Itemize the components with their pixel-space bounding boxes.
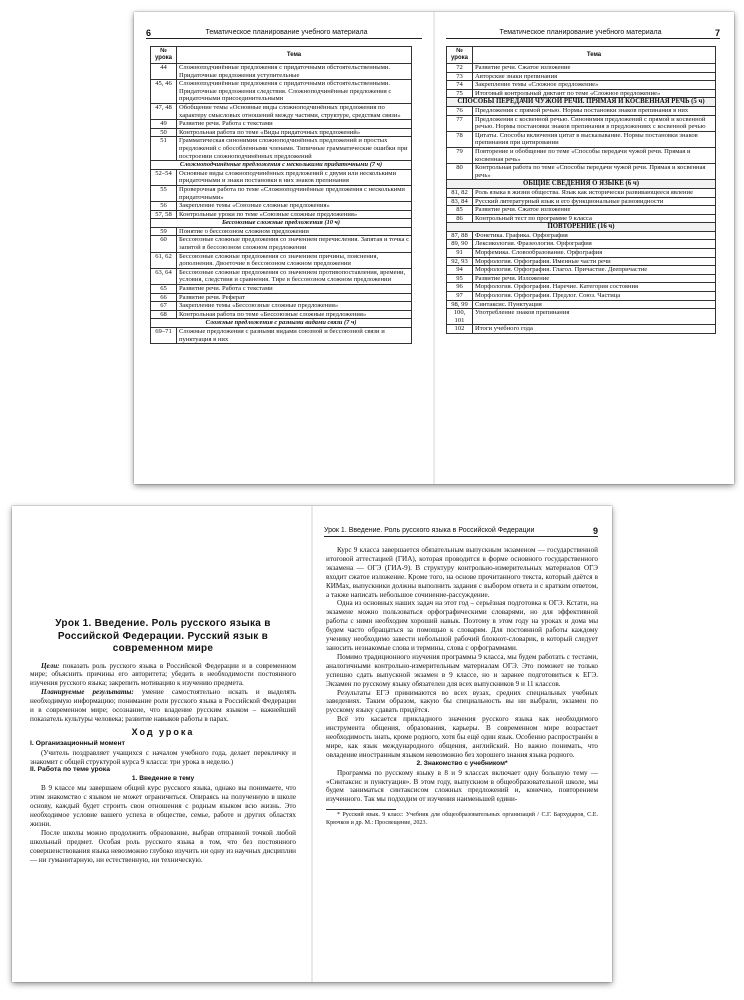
subsection-heading: 2. Знакомство с учебником* (416, 759, 508, 767)
lesson-topic: Сложные предложения с разными видами союзной и бессоюзной связи и пунктуация в них (177, 328, 412, 344)
lesson-number: 74 (447, 81, 473, 90)
lesson-topic: Основные виды сложноподчинённых предложений с двумя или несколькими придаточными и знаки постановки в них знаков препинания (177, 169, 412, 185)
lesson-number: 89, 90 (447, 240, 473, 249)
lesson-topic: Итоги учебного года (473, 325, 716, 334)
table-row (447, 147, 716, 163)
table-row (447, 300, 716, 309)
table-row (447, 188, 716, 197)
table-row (447, 131, 716, 147)
section-row (151, 319, 412, 328)
lesson-number: 76 (447, 106, 473, 115)
table-row (447, 115, 716, 131)
page-number: 6 (146, 28, 152, 38)
lesson-number: 72 (447, 64, 473, 73)
section-title: СПОСОБЫ ПЕРЕДАЧИ ЧУЖОЙ РЕЧИ. ПРЯМАЯ И КОСВЕННАЯ РЕЧЬ (5 ч) (447, 98, 716, 107)
table-row (447, 257, 716, 266)
paragraph: Курс 9 класса завершается обязательным выпускным экзаменом — государственной итоговой аттестацией (ГИА), которая проводится в форме основного государственного экзамена — ОГЭ (ГИА-9). В структуру контрольно-измерительных материалов ОГЭ входит сжатое изложение. Кроме того, на основе прочитанного текста, который даётся в КИМах, выпускники должны выполнить задания с выбором ответа и с кратким ответом, а также написать небольшое сочинение-рассуждение. (326, 546, 598, 599)
lesson-topic: Развитие речи. Реферат (177, 293, 412, 302)
running-header (446, 26, 720, 39)
table-row (447, 292, 716, 301)
lesson-number: 91 (447, 249, 473, 258)
lesson-topic: Синтаксис. Пунктуация (473, 300, 716, 309)
lesson-topic: Лексикология. Фразеология. Орфография (473, 240, 716, 249)
header-title: Урок 1. Введение. Роль русского языка в Российской Федерации (324, 527, 535, 534)
lesson-topic: Бессоюзные сложные предложения со значением противопоставления, времени, условия, следствия и сравнения. Тире в бессоюзном сложном предложении (177, 268, 412, 284)
table-row (151, 236, 412, 252)
table-row (151, 185, 412, 201)
lesson-number: 80 (447, 164, 473, 180)
lesson-number: 94 (447, 266, 473, 275)
lesson-number: 60 (151, 236, 177, 252)
lesson-number: 49 (151, 120, 177, 129)
page-7 (434, 12, 734, 484)
lesson-topic: Сложноподчинённые предложения с придаточными обстоятельственными. Придаточные предложения следствия. Сложноподчинённые предложения с придаточными присоединительными (177, 80, 412, 104)
lesson-number: 77 (447, 115, 473, 131)
lesson-number: 66 (151, 293, 177, 302)
lesson-number: 63, 64 (151, 268, 177, 284)
results-label: Планируемые результаты: (41, 688, 134, 697)
section-heading: II. Работа по теме урока (30, 766, 110, 774)
section-title: Сложноподчинённые предложения с несколькими придаточными (7 ч) (151, 161, 412, 170)
table-row (447, 283, 716, 292)
lesson-topic: Обобщение темы «Основные виды сложноподчинённых предложения по характеру смысловых отношений между частями, структуре, средствам связи» (177, 103, 412, 119)
table-row (151, 80, 412, 104)
table-row (447, 240, 716, 249)
section-title: Бессоюзные сложные предложения (10 ч) (151, 219, 412, 228)
top-book-spread (134, 12, 734, 484)
lesson-number: 78 (447, 131, 473, 147)
lesson-topic: Развитие речи. Сжатое изложение (473, 206, 716, 215)
lesson-number: 61, 62 (151, 252, 177, 268)
lesson-number: 83, 84 (447, 197, 473, 206)
results-paragraph (30, 688, 296, 724)
table-row (151, 137, 412, 161)
lesson-topic: Контрольный тест по программе 9 класса (473, 214, 716, 223)
page-number: 9 (592, 526, 598, 536)
table-row (151, 227, 412, 236)
subsection-heading: 1. Введение в тему (131, 775, 195, 783)
lesson-number: 69–71 (151, 328, 177, 344)
planning-table-right (446, 46, 716, 334)
table-row (447, 106, 716, 115)
lesson-topic: Развитие речи. Работа с текстами (177, 285, 412, 294)
page-8 (12, 506, 312, 982)
lesson-topic: Закрепление темы «Бессоюзные сложные предложения» (177, 302, 412, 311)
course-heading: Ход урока (131, 726, 195, 737)
section-title: ПОВТОРЕНИЕ (16 ч) (447, 223, 716, 232)
paragraph: Программа по русскому языку в 8 и 9 классах включает одну большую тему — «Синтаксис и пунктуация». В этом году, выпускном в общеобразовательной школе, мы будем заниматься синтаксисом сложных предложений и, конечно, повторением изученного. Так мы подходим от изучения наименьшей едини- (326, 768, 598, 804)
paragraph: Результаты ЕГЭ принимаются во всех вузах, средних специальных учебных заведениях. Таким образом, какую бы специальность вы ни выбрали, экзамен по русскому языку сдавать придётся. (326, 688, 598, 715)
lesson-topic: Авторские знаки препинания (473, 72, 716, 81)
table-row (151, 302, 412, 311)
goals-text: показать роль русского языка в Российской Федерации и в современном мире; объяснить причины его авторитета; убедить в необходимости постоянного изучения русского языка; закрепить мотивацию к изучению предмета. (30, 661, 296, 688)
paragraph: Помимо традиционного изучения программы 9 класса, мы будем работать с тестами, аналогичными контрольно-измерительным материалам ОГЭ. Это поможет не только успешно сдать выпускной экзамен в 9 классе, но и заранее подготовиться к ЕГЭ. Экзамен по русскому языку обязателен для всех выпускников 9 и 11 классов. (326, 652, 598, 688)
section-title: ОБЩИЕ СВЕДЕНИЯ О ЯЗЫКЕ (6 ч) (447, 180, 716, 189)
lesson-topic: Развитие речи. Сжатое изложение (473, 64, 716, 73)
goals-paragraph (30, 662, 296, 689)
table-row (151, 293, 412, 302)
lesson-topic: Предложения с прямой речью. Нормы постановки знаков препинания в них (473, 106, 716, 115)
lesson-number: 85 (447, 206, 473, 215)
lesson-number: 51 (151, 137, 177, 161)
lesson-number: 68 (151, 310, 177, 319)
lesson-number: 44 (151, 64, 177, 80)
table-row (151, 64, 412, 80)
lesson-topic: Бессоюзные сложные предложения со значением причины, пояснения, дополнения. Двоеточие в бессоюзном сложном предложении (177, 252, 412, 268)
lesson-topic: Развитие речи. Изложение (473, 274, 716, 283)
table-row (447, 266, 716, 275)
table-row (447, 72, 716, 81)
table-row (151, 328, 412, 344)
table-row (447, 197, 716, 206)
lesson-topic: Грамматическая синонимия сложноподчинённых предложений и простых предложений с обособленными членами. Типичные грамматические ошибки при построении сложноподчинённых предложений (177, 137, 412, 161)
table-row (447, 309, 716, 325)
page-9 (312, 506, 612, 982)
lesson-topic: Русский литературный язык и его функциональные разновидности (473, 197, 716, 206)
lesson-text-left (30, 618, 296, 864)
section-row (447, 180, 716, 189)
lesson-topic: Морфемика. Словообразование. Орфография (473, 249, 716, 258)
table-row (151, 128, 412, 137)
table-row (447, 164, 716, 180)
planning-table-left (150, 46, 412, 344)
goals-label: Цели: (41, 661, 60, 670)
lesson-topic: Цитаты. Способы включения цитат в высказывание. Нормы постановки знаков препинания при цитировании (473, 131, 716, 147)
paragraph: В 9 классе мы завершаем общий курс русского языка, однако вы понимаете, что этим знакомство с языком не может ограничиться. Опираясь на полученную в школе основу, каждый будет строить свои отношения с родным языком всю жизнь. Это необходимое условие вашего успеха в обществе, семье, работе и других областях жизни. (30, 784, 296, 828)
lesson-number: 98, 99 (447, 300, 473, 309)
table-row (447, 274, 716, 283)
footnote-rule (326, 809, 396, 810)
column-header-topic: Тема (473, 47, 716, 64)
table-row (151, 252, 412, 268)
table-row (447, 89, 716, 98)
column-header-topic: Тема (177, 47, 412, 64)
lesson-number: 92, 93 (447, 257, 473, 266)
lesson-topic: Контрольная работа по теме «Способы передачи чужой речи. Прямая и косвенная речь» (473, 164, 716, 180)
paragraph: (Учитель поздравляет учащихся с началом учебного года, делает перекличку и знакомит с общей структурой курса 9 класса: три урока в неделю.) (30, 748, 296, 766)
lesson-number: 100, 101 (447, 309, 473, 325)
table-row (151, 103, 412, 119)
lesson-topic: Закрепление темы «Сложное предложение» (473, 81, 716, 90)
lesson-topic: Закрепление темы «Союзные сложные предложения» (177, 202, 412, 211)
footnote: * Русский язык. 9 класс: Учебник для общеобразовательных организаций / С.Г. Бархударов, С.Е. Крючков и др. М.: Просвещение, 2023. (326, 812, 598, 826)
lesson-number: 67 (151, 302, 177, 311)
section-row (447, 98, 716, 107)
paragraph: Всё это касается прикладного значения русского языка как необходимого инструмента общения, образования, карьеры. В современном мире возрастает необходимость знать, кроме родного, хотя бы ещё один язык. Особенно распространён в мире, как язык международного общения, английский. Но важно понимать, что овладение иностранным языком невозможно без хорошего знания языка родного. (326, 715, 598, 759)
lesson-text-right (326, 546, 598, 827)
lesson-number: 79 (447, 147, 473, 163)
page-6 (134, 12, 434, 484)
lesson-topic: Контрольная работа по теме «Бессоюзные сложные предложения» (177, 310, 412, 319)
lesson-topic: Предложения с косвенной речью. Синонимия предложений с прямой и косвенной речью. Нормы постановки знаков препинания в предложениях с косвенной речью (473, 115, 716, 131)
running-header (146, 26, 422, 39)
lesson-number: 87, 88 (447, 231, 473, 240)
lesson-number: 52–54 (151, 169, 177, 185)
lesson-topic: Фонетика. Графика. Орфография (473, 231, 716, 240)
column-header-number: № урока (151, 47, 177, 64)
lesson-number: 47, 48 (151, 103, 177, 119)
table-row (447, 214, 716, 223)
table-row (151, 310, 412, 319)
lesson-topic: Употребление знаков препинания (473, 309, 716, 325)
lesson-topic: Морфология. Орфография. Наречие. Категория состояния (473, 283, 716, 292)
table-row (151, 210, 412, 219)
lesson-title: Урок 1. Введение. Роль русского языка в Российской Федерации. Русский язык в современном мире (55, 618, 271, 654)
lesson-number: 45, 46 (151, 80, 177, 104)
table-row (447, 249, 716, 258)
paragraph: Одна из основных наших задач на этот год – серьёзная подготовка к ОГЭ. Кстати, на экзамене можно пользоваться орфографическими словарями, но для эффективной работы с ними необходим хороший навык. Поэтому в этом году на уроках и дома мы будем часто обращаться за помощью к словарям. Для постоянной работы каждому ученику необходимо завести небольшой рабочий блокнот-словарик, в который следует заносить незнакомые слова и термины, слова с орфограммами. (326, 599, 598, 652)
lesson-number: 59 (151, 227, 177, 236)
section-row (151, 161, 412, 170)
lesson-topic: Контрольные уроки по теме «Союзные сложные предложения» (177, 210, 412, 219)
lesson-topic: Итоговый контрольный диктант по теме «Сложное предложение» (473, 89, 716, 98)
table-row (151, 202, 412, 211)
column-header-number: № урока (447, 47, 473, 64)
bottom-book-spread (12, 506, 612, 982)
table-row (151, 169, 412, 185)
lesson-number: 75 (447, 89, 473, 98)
lesson-number: 73 (447, 72, 473, 81)
table-row (151, 120, 412, 129)
table-row (151, 268, 412, 284)
lesson-number: 96 (447, 283, 473, 292)
lesson-number: 102 (447, 325, 473, 334)
lesson-number: 86 (447, 214, 473, 223)
header-title: Тематическое планирование учебного материала (205, 29, 368, 36)
results-text: умение самостоятельно искать и выделять необходимую информацию; понимание роли русского языка в Российской Федерации и в современном мире; осознание, что владение русским языком – важнейший показатель культуры человека; развитие навыков работы в парах. (30, 688, 296, 723)
lesson-topic: Понятие о бессоюзном сложном предложении (177, 227, 412, 236)
lesson-number: 57, 58 (151, 210, 177, 219)
table-row (447, 325, 716, 334)
lesson-number: 95 (447, 274, 473, 283)
lesson-topic: Развитие речи. Работа с текстами (177, 120, 412, 129)
lesson-number: 65 (151, 285, 177, 294)
page-number: 7 (714, 28, 720, 38)
section-row (447, 223, 716, 232)
paragraph: После школы можно продолжить образование, выбрав отправной точкой любой школьный предмет. Особая роль русского языка в том, что без постоянного совершенствования языка невозможно глубоко изучить ни одну из научных дисциплин — ни гуманитарную, ни естественную, ни техническую. (30, 828, 296, 864)
table-row (447, 231, 716, 240)
table-row (447, 206, 716, 215)
lesson-topic: Повторение и обобщение по теме «Способы передачи чужой речи. Прямая и косвенная речь» (473, 147, 716, 163)
lesson-topic: Роль языка в жизни общества. Язык как исторически развивающееся явление (473, 188, 716, 197)
lesson-topic: Морфология. Орфография. Предлог. Союз. Частица (473, 292, 716, 301)
lesson-topic: Бессоюзные сложные предложения со значением перечисления. Запятая и точка с запятой в бессоюзном сложном предложении (177, 236, 412, 252)
lesson-number: 50 (151, 128, 177, 137)
section-title: Сложные предложения с разными видами связи (7 ч) (151, 319, 412, 328)
header-title: Тематическое планирование учебного материала (499, 29, 662, 36)
running-header (324, 524, 598, 537)
lesson-number: 97 (447, 292, 473, 301)
lesson-number: 55 (151, 185, 177, 201)
lesson-number: 56 (151, 202, 177, 211)
section-heading: I. Организационный момент (30, 739, 125, 747)
lesson-topic: Проверочная работа по теме «Сложноподчинённые предложения с несколькими придаточными» (177, 185, 412, 201)
lesson-topic: Сложноподчинённые предложения с придаточными обстоятельственными. Придаточные предложения уступительные (177, 64, 412, 80)
table-row (151, 285, 412, 294)
lesson-topic: Контрольная работа по теме «Виды придаточных предложений» (177, 128, 412, 137)
lesson-topic: Морфология. Орфография. Глагол. Причастие. Деепричастие (473, 266, 716, 275)
lesson-number: 81, 82 (447, 188, 473, 197)
section-row (151, 219, 412, 228)
table-row (447, 64, 716, 73)
table-row (447, 81, 716, 90)
lesson-topic: Морфология. Орфография. Именные части речи (473, 257, 716, 266)
